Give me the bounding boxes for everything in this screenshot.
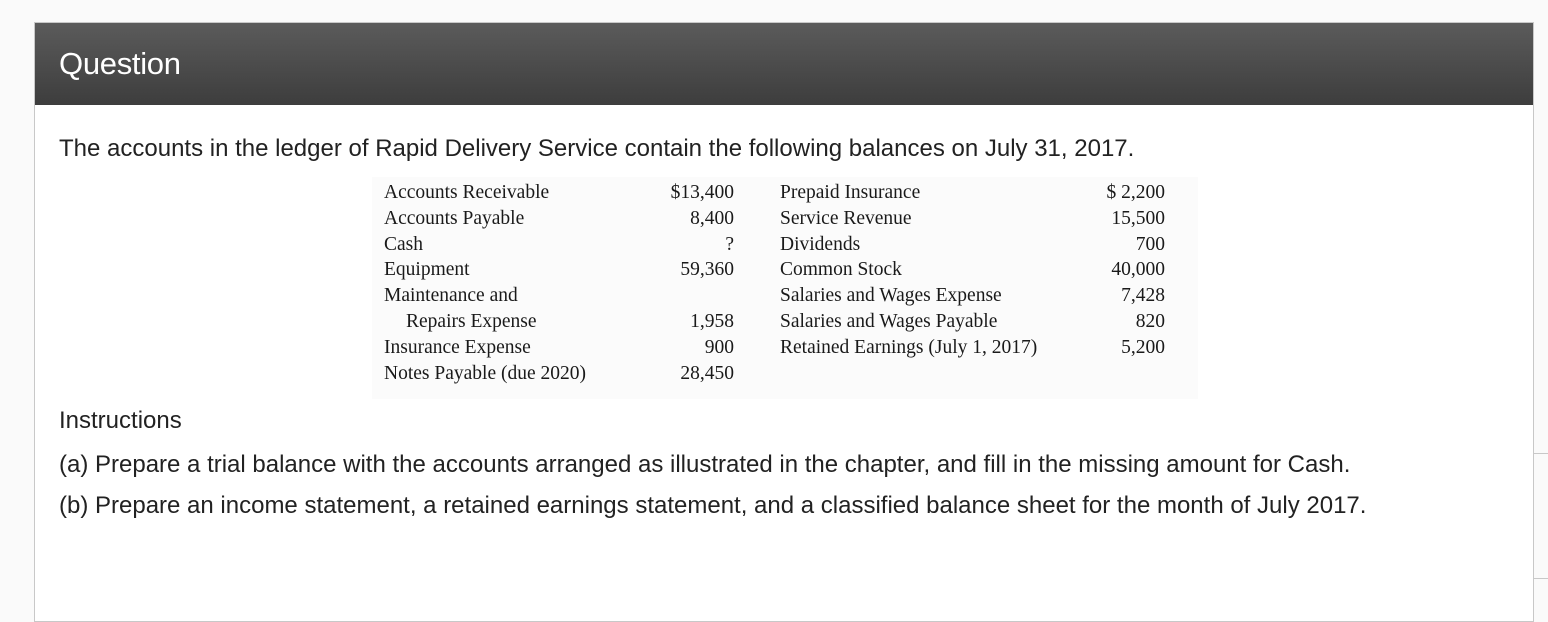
account-amount: 8,400 — [690, 207, 734, 229]
account-name: Accounts Payable — [384, 207, 525, 229]
account-name: Notes Payable (due 2020) — [384, 362, 586, 384]
account-amount: 40,000 — [1111, 259, 1165, 281]
ledger-row — [780, 335, 1178, 361]
account-amount: 59,360 — [680, 259, 734, 281]
right-edge-divider — [1534, 453, 1548, 454]
account-name: Equipment — [384, 259, 470, 281]
ledger-right-column — [780, 180, 1178, 361]
ledger-row — [384, 309, 742, 335]
ledger-row — [780, 309, 1178, 335]
ledger-row — [384, 206, 742, 232]
ledger-row — [780, 283, 1178, 309]
account-name: Cash — [384, 233, 423, 255]
ledger-balances-table — [372, 177, 1198, 399]
account-name: Dividends — [780, 233, 861, 255]
ledger-row — [384, 232, 742, 258]
instruction-a: (a) Prepare a trial balance with the accounts arranged as illustrated in the chapter, and fill in the missing amount for Cash. — [59, 451, 1351, 478]
account-name: Service Revenue — [780, 207, 912, 229]
account-amount: $13,400 — [670, 182, 734, 203]
instruction-b: (b) Prepare an income statement, a retained earnings statement, and a classified balance sheet for the month of July 2017. — [59, 492, 1367, 519]
account-name: Maintenance and — [384, 285, 518, 307]
account-name: Prepaid Insurance — [780, 182, 921, 203]
account-amount: 820 — [1135, 310, 1165, 332]
account-name: Repairs Expense — [406, 310, 537, 332]
ledger-row — [780, 232, 1178, 258]
ledger-row — [780, 257, 1178, 283]
ledger-row — [780, 206, 1178, 232]
question-header — [35, 23, 1533, 105]
account-amount: 1,958 — [690, 310, 734, 332]
ledger-left-column — [384, 180, 742, 386]
account-name: Insurance Expense — [384, 336, 531, 358]
account-amount: ? — [725, 233, 734, 255]
account-amount: $ 2,200 — [1106, 182, 1165, 203]
account-amount: 28,450 — [680, 362, 734, 384]
ledger-row — [384, 335, 742, 361]
account-name: Salaries and Wages Expense — [780, 285, 1002, 307]
instructions-heading: Instructions — [59, 407, 182, 434]
account-name: Common Stock — [780, 259, 902, 281]
ledger-row — [780, 180, 1178, 206]
ledger-row — [384, 180, 742, 206]
account-name: Salaries and Wages Payable — [780, 310, 998, 332]
account-amount: 700 — [1135, 233, 1165, 255]
question-intro: The accounts in the ledger of Rapid Delivery Service contain the following balances on July 31, 2017. — [59, 135, 1135, 162]
panel-title: Question — [59, 46, 181, 81]
account-amount: 7,428 — [1121, 285, 1165, 307]
ledger-row — [384, 361, 742, 387]
account-amount: 900 — [704, 336, 734, 358]
ledger-row — [384, 283, 742, 309]
ledger-row — [384, 257, 742, 283]
account-name: Retained Earnings (July 1, 2017) — [780, 336, 1038, 358]
question-panel — [34, 22, 1534, 622]
account-amount: 5,200 — [1121, 336, 1165, 358]
account-name: Accounts Receivable — [384, 182, 550, 203]
account-amount: 15,500 — [1111, 207, 1165, 229]
right-edge-divider — [1534, 578, 1548, 579]
